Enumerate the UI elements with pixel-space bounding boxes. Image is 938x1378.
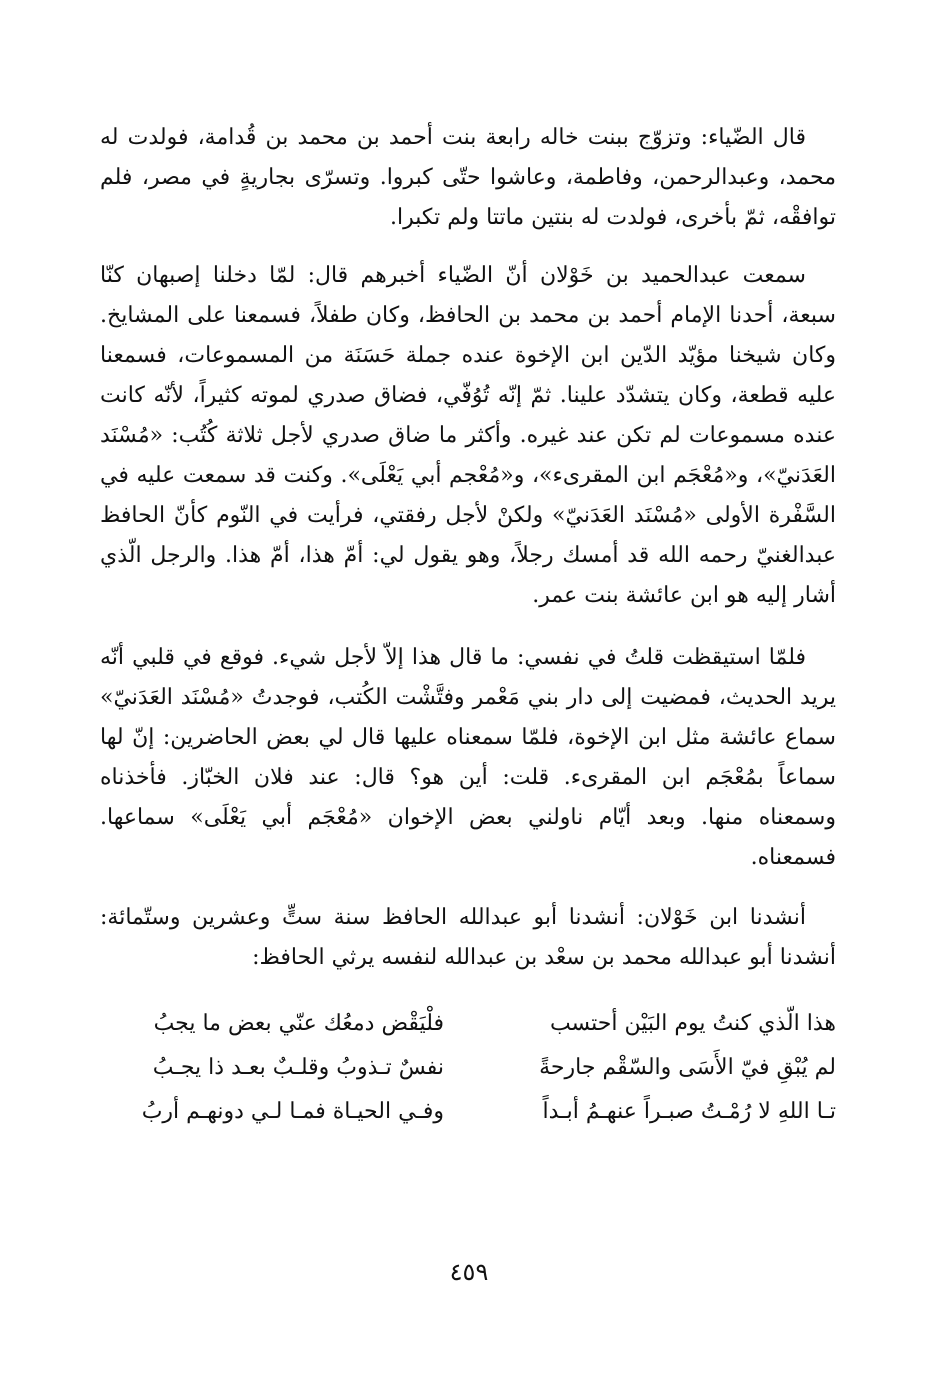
poem-verse-3-first-half: تـا اللهِ لا رُمْـتُ صبـراً عنهـمُ أبـداً bbox=[542, 1099, 836, 1124]
poem-verse-2-second-half: نفسٌ تـذوبُ وقلـبٌ بعـد ذا يجـبُ bbox=[152, 1055, 444, 1080]
paragraph-marriage: قال الضّياء: وتزوّج ببنت خاله رابعة بنت أحمد بن محمد بن قُدامة، فولدت له محمد، وعبدالرحمن، وفاطمة، وعاشوا حتّى كبروا. وتسرّى بجاريةٍ في مصر، فلم توافقْه، ثمّ بأخرى، فولدت له بنتين ماتتا ولم تكبرا. bbox=[100, 125, 836, 230]
poem-verse-3-second-half: وفـي الحيـاة فمـا لـي دونهـم أربُ bbox=[141, 1099, 444, 1124]
poem-verse-2-first-half: لم يُبْقِ فيّ الأَسَى والسّقْم جارحةً bbox=[539, 1055, 836, 1080]
poem-verse-1-second-half: فلْيَقْض دمعُك عنّي بعض ما يجبُ bbox=[153, 1011, 444, 1036]
paragraph-awakening: فلمّا استيقظت قلتُ في نفسي: ما قال هذا إلاّ لأجل شيء. فوقع في قلبي أنّه يريد الحديث، فمضيت إلى دار بني مَعْمر وفتَّشْت الكُتب، فوجدتُ «مُسْنَد العَدَنيّ» سماع عائشة مثل ابن الإخوة، فلمّا سمعناه عليها قال لي بعض الحاضرين: إنّ لها سماعاً بمُعْجَم ابن المقرىء. قلت: أين هو؟ قال: عند فلان الخبّاز. فأخذناه وسمعناه منها. وبعد أيّام ناولني بعض الإخوان «مُعْجَم أبي يَعْلَى» سماعها. فسمعناه. bbox=[100, 645, 836, 870]
elegy-poem bbox=[100, 1002, 836, 1134]
poem-verse-1-first-half: هذا الّذي كنتُ يوم البَيْن أحتسب bbox=[549, 1011, 836, 1036]
paragraph-isfahan: سمعت عبدالحميد بن خَوْلان أنّ الضّياء أخبرهم قال: لمّا دخلنا إصبهان كنّا سبعة، أحدنا الإمام أحمد بن محمد بن الحافظ، وكان طفلاً، فسمعنا على المشايخ. وكان شيخنا مؤيّد الدّين ابن الإخوة عنده جملة حَسَنَة من المسموعات، فسمعنا عليه قطعة، وكان يتشدّد علينا. ثمّ إنّه تُوُفّي، فضاق صدري لموته كثيراً، لأنّه كانت عنده مسموعات لم تكن عند غيره. وأكثر ما ضاق صدري لأجل ثلاثة كُتُب: «مُسْنَد العَدَنيّ»، و«مُعْجَم ابن المقرىء»، و«مُعْجم أبي يَعْلَى». وكنت قد سمعت عليه في السَّفْرة الأولى «مُسْنَد العَدَنيّ» ولكنْ لأجل رفقتي، فرأيت في النّوم كأنّ الحافظ عبدالغنيّ رحمه الله قد أمسك رجلاً، وهو يقول لي: أمّ هذا، أمّ هذا. والرجل الّذي أشار إليه هو ابن عائشة بنت عمر. bbox=[100, 263, 836, 608]
page-number: ٤٥٩ bbox=[449, 1258, 489, 1286]
page-body bbox=[100, 118, 836, 1134]
paragraph-poem-intro: أنشدنا ابن خَوْلان: أنشدنا أبو عبدالله الحافظ سنة ستٍّ وعشرين وستّمائة: أنشدنا أبو عبدالله محمد بن سعْد بن عبدالله لنفسه يرثي الحافظ: bbox=[100, 905, 836, 970]
